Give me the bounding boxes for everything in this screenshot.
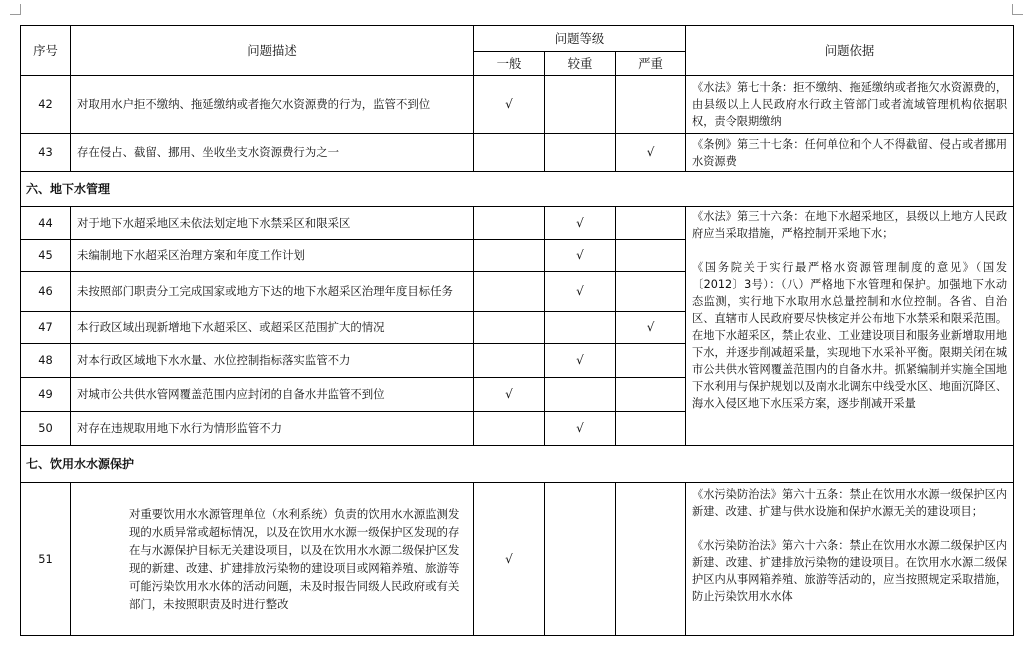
header-level-serious: 较重 [545, 52, 616, 76]
page-corner-mark-top-right [1012, 4, 1023, 15]
check-mark-icon: √ [505, 551, 513, 566]
row-description: 未按照部门职责分工完成国家或地方下达的地下水超采区治理年度目标任务 [71, 272, 474, 312]
level-severe-cell [616, 344, 686, 378]
table-row [21, 483, 1014, 636]
row-description: 对取用水户拒不缴纳、拖延缴纳或者拖欠水资源费的行为，监管不到位 [71, 76, 474, 134]
row-description: 存在侵占、截留、挪用、坐收坐支水资源费行为之一 [71, 134, 474, 172]
row-number: 42 [21, 76, 71, 134]
header-level: 问题等级 [474, 26, 686, 52]
table-row [21, 76, 1014, 134]
level-general-cell [474, 76, 545, 134]
row-basis [686, 483, 1014, 636]
check-mark-icon: √ [646, 145, 655, 159]
level-serious-cell [545, 207, 616, 240]
row-description: 对本行政区域地下水水量、水位控制指标落实监管不力 [71, 344, 474, 378]
check-mark-icon: √ [576, 248, 584, 262]
level-severe-cell [616, 207, 686, 240]
level-serious-cell [545, 272, 616, 312]
check-mark-icon: √ [576, 215, 584, 230]
row-number: 47 [21, 312, 71, 344]
row-description: 对于地下水超采地区未依法划定地下水禁采区和限采区 [71, 207, 474, 240]
level-serious-cell [545, 240, 616, 272]
page-corner-mark-top-left [10, 4, 21, 15]
level-general-cell [474, 240, 545, 272]
row-number: 50 [21, 412, 71, 446]
header-level-general: 一般 [474, 52, 545, 76]
level-general-cell [474, 134, 545, 172]
level-serious-cell [545, 312, 616, 344]
level-severe-cell [616, 76, 686, 134]
problem-table [20, 25, 1014, 636]
row-number: 45 [21, 240, 71, 272]
header-basis: 问题依据 [686, 26, 1014, 76]
level-serious-cell [545, 76, 616, 134]
check-mark-icon: √ [505, 97, 513, 111]
header-description: 问题描述 [71, 26, 474, 76]
row-description: 对城市公共供水管网覆盖范围内应封闭的自备水井监管不到位 [71, 378, 474, 412]
level-serious-cell [545, 378, 616, 412]
row-number: 44 [21, 207, 71, 240]
row-number: 48 [21, 344, 71, 378]
level-serious-cell [545, 412, 616, 446]
check-mark-icon: √ [576, 284, 584, 298]
section-row [21, 172, 1014, 207]
level-general-cell [474, 207, 545, 240]
row-description: 对存在违规取用地下水行为情形监管不力 [71, 412, 474, 446]
row-number: 49 [21, 378, 71, 412]
level-severe-cell [616, 134, 686, 172]
section-title-groundwater: 六、地下水管理 [21, 172, 1014, 207]
row-number: 51 [21, 483, 71, 636]
level-general-cell [474, 412, 545, 446]
level-serious-cell [545, 483, 616, 636]
row-description: 未编制地下水超采区治理方案和年度工作计划 [71, 240, 474, 272]
table-row [21, 134, 1014, 172]
section-row [21, 446, 1014, 483]
check-mark-icon: √ [646, 320, 655, 334]
row-number: 46 [21, 272, 71, 312]
groundwater-basis-state-council: 《国务院关于实行最严格水资源管理制度的意见》（国发〔2012〕3号）：（八）严格地下水管理和保护。加强地下水动态监测，实行地下水取用水总量控制和水位控制。各省、自治区、直辖市人民政府要尽快核定并公布地下水禁采和限采范围。在地下水超采区，禁止农业、工业建设项目和服务业新增取用地下水，并逐步削减超采量，实现地下水采补平衡。限期关闭在城市公共供水管网覆盖范围内的自备水井。抓紧编制并实施全国地下水利用与保护规划以及南水北调东中线受水区、地面沉降区、海水入侵区地下水压采方案，逐步削减开采量 [692, 261, 1008, 410]
check-mark-icon: √ [505, 387, 513, 401]
header-row [21, 26, 1014, 52]
level-serious-cell [545, 134, 616, 172]
level-severe-cell [616, 483, 686, 636]
level-severe-cell [616, 272, 686, 312]
level-severe-cell [616, 412, 686, 446]
groundwater-basis-water-law: 《水法》第三十六条：在地下水超采地区，县级以上地方人民政府应当采取措施，严格控制开采地下水； [692, 210, 1008, 240]
level-general-cell [474, 312, 545, 344]
basis-pollution-law-art66: 《水污染防治法》第六十六条：禁止在饮用水水源二级保护区内新建、改建、扩建排放污染物的建设项目。在饮用水水源二级保护区内从事网箱养殖、旅游等活动的，应当按照规定采取措施，防止污染饮用水水体 [692, 539, 1008, 603]
basis-pollution-law-art65: 《水污染防治法》第六十五条：禁止在饮用水水源一级保护区内新建、改建、扩建与供水设施和保护水源无关的建设项目； [692, 488, 1008, 518]
check-mark-icon: √ [576, 421, 584, 435]
row-number: 43 [21, 134, 71, 172]
row-basis: 《条例》第三十七条：任何单位和个人不得截留、侵占或者挪用水资源费 [686, 134, 1014, 172]
row-basis: 《水法》第七十条：拒不缴纳、拖延缴纳或者拖欠水资源费的，由县级以上人民政府水行政主管部门或者流域管理机构依据职权，责令限期缴纳 [686, 76, 1014, 134]
groundwater-basis-cell [686, 207, 1014, 446]
level-severe-cell [616, 240, 686, 272]
check-mark-icon: √ [576, 353, 584, 367]
level-serious-cell [545, 344, 616, 378]
section-title-drinking-water: 七、饮用水水源保护 [21, 446, 1014, 483]
level-general-cell [474, 483, 545, 636]
level-general-cell [474, 344, 545, 378]
level-general-cell [474, 272, 545, 312]
header-no: 序号 [21, 26, 71, 76]
row-description: 本行政区域出现新增地下水超采区、或超采区范围扩大的情况 [71, 312, 474, 344]
table-row [21, 207, 1014, 240]
level-severe-cell [616, 312, 686, 344]
row-description: 对重要饮用水水源管理单位（水利系统）负责的饮用水水源监测发现的水质异常或超标情况，以及在饮用水水源一级保护区发现的存在与水源保护目标无关建设项目，以及在饮用水水源二级保护区发现的新建、改建、扩建排放污染物的建设项目或网箱养殖、旅游等可能污染饮用水水体的活动问题，未及时报告同级人民政府或有关部门，未按照职责及时进行整改 [71, 483, 474, 636]
header-level-severe: 严重 [616, 52, 686, 76]
level-severe-cell [616, 378, 686, 412]
level-general-cell [474, 378, 545, 412]
